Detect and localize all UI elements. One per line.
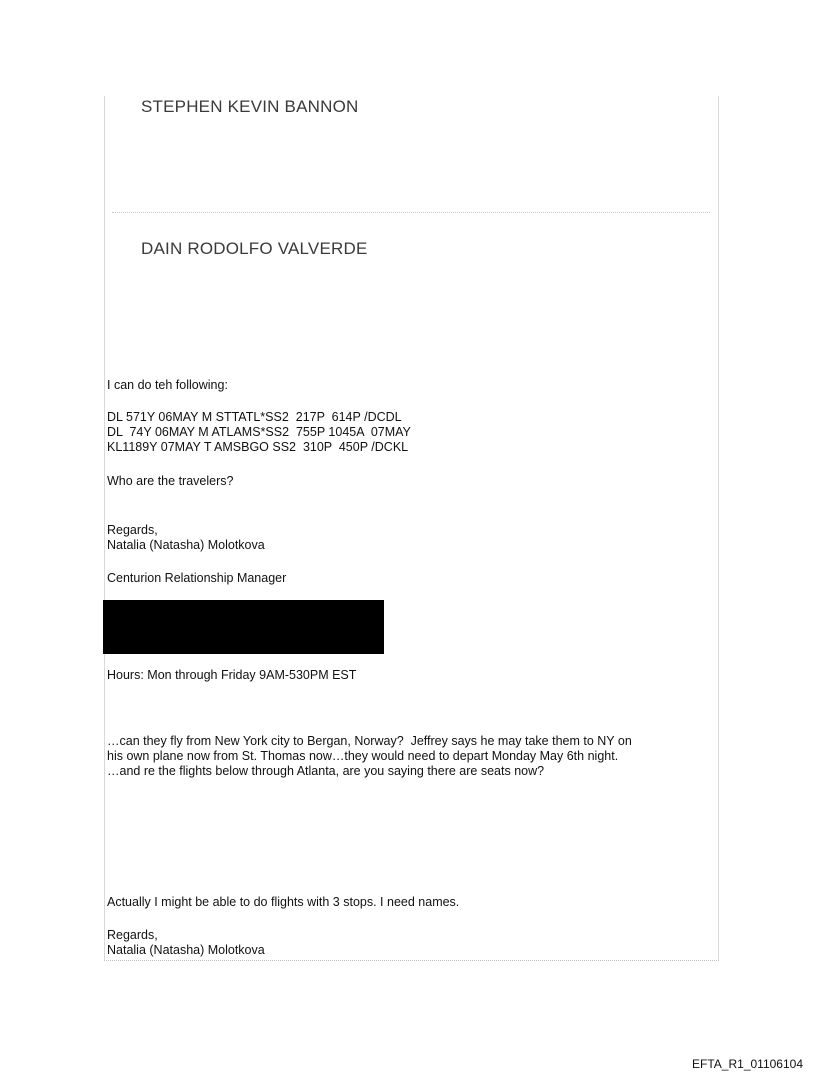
email-intro: I can do teh following: — [107, 378, 228, 392]
signoff-2: Regards, — [107, 928, 158, 942]
recipient-name-1: STEPHEN KEVIN BANNON — [141, 97, 359, 116]
redaction-block — [103, 600, 384, 654]
itinerary-line-1: DL 571Y 06MAY M STTATL*SS2 217P 614P /DCDL — [107, 410, 402, 424]
reply-line-1: …can they fly from New York city to Bergan, Norway? Jeffrey says he may take them to NY on — [107, 734, 632, 748]
office-hours: Hours: Mon through Friday 9AM-530PM EST — [107, 668, 357, 682]
recipient-name-2: DAIN RODOLFO VALVERDE — [141, 239, 368, 258]
travelers-question: Who are the travelers? — [107, 474, 234, 488]
signer-title: Centurion Relationship Manager — [107, 571, 287, 585]
signoff-1: Regards, — [107, 523, 158, 537]
reply-line-2: his own plane now from St. Thomas now…they would need to depart Monday May 6th night. — [107, 749, 619, 763]
reply-line-3: …and re the flights below through Atlanta, are you saying there are seats now? — [107, 764, 545, 778]
itinerary-line-2: DL 74Y 06MAY M ATLAMS*SS2 755P 1045A 07MAY — [107, 425, 411, 439]
signer-name-1: Natalia (Natasha) Molotkova — [107, 538, 265, 552]
message-frame — [104, 96, 719, 961]
itinerary-line-3: KL1189Y 07MAY T AMSBGO SS2 310P 450P /DCKL — [107, 440, 409, 454]
section-divider — [112, 212, 710, 213]
signer-name-2: Natalia (Natasha) Molotkova — [107, 943, 265, 957]
stops-message: Actually I might be able to do flights with 3 stops. I need names. — [107, 895, 460, 909]
document-id: EFTA_R1_01106104 — [692, 1057, 803, 1071]
